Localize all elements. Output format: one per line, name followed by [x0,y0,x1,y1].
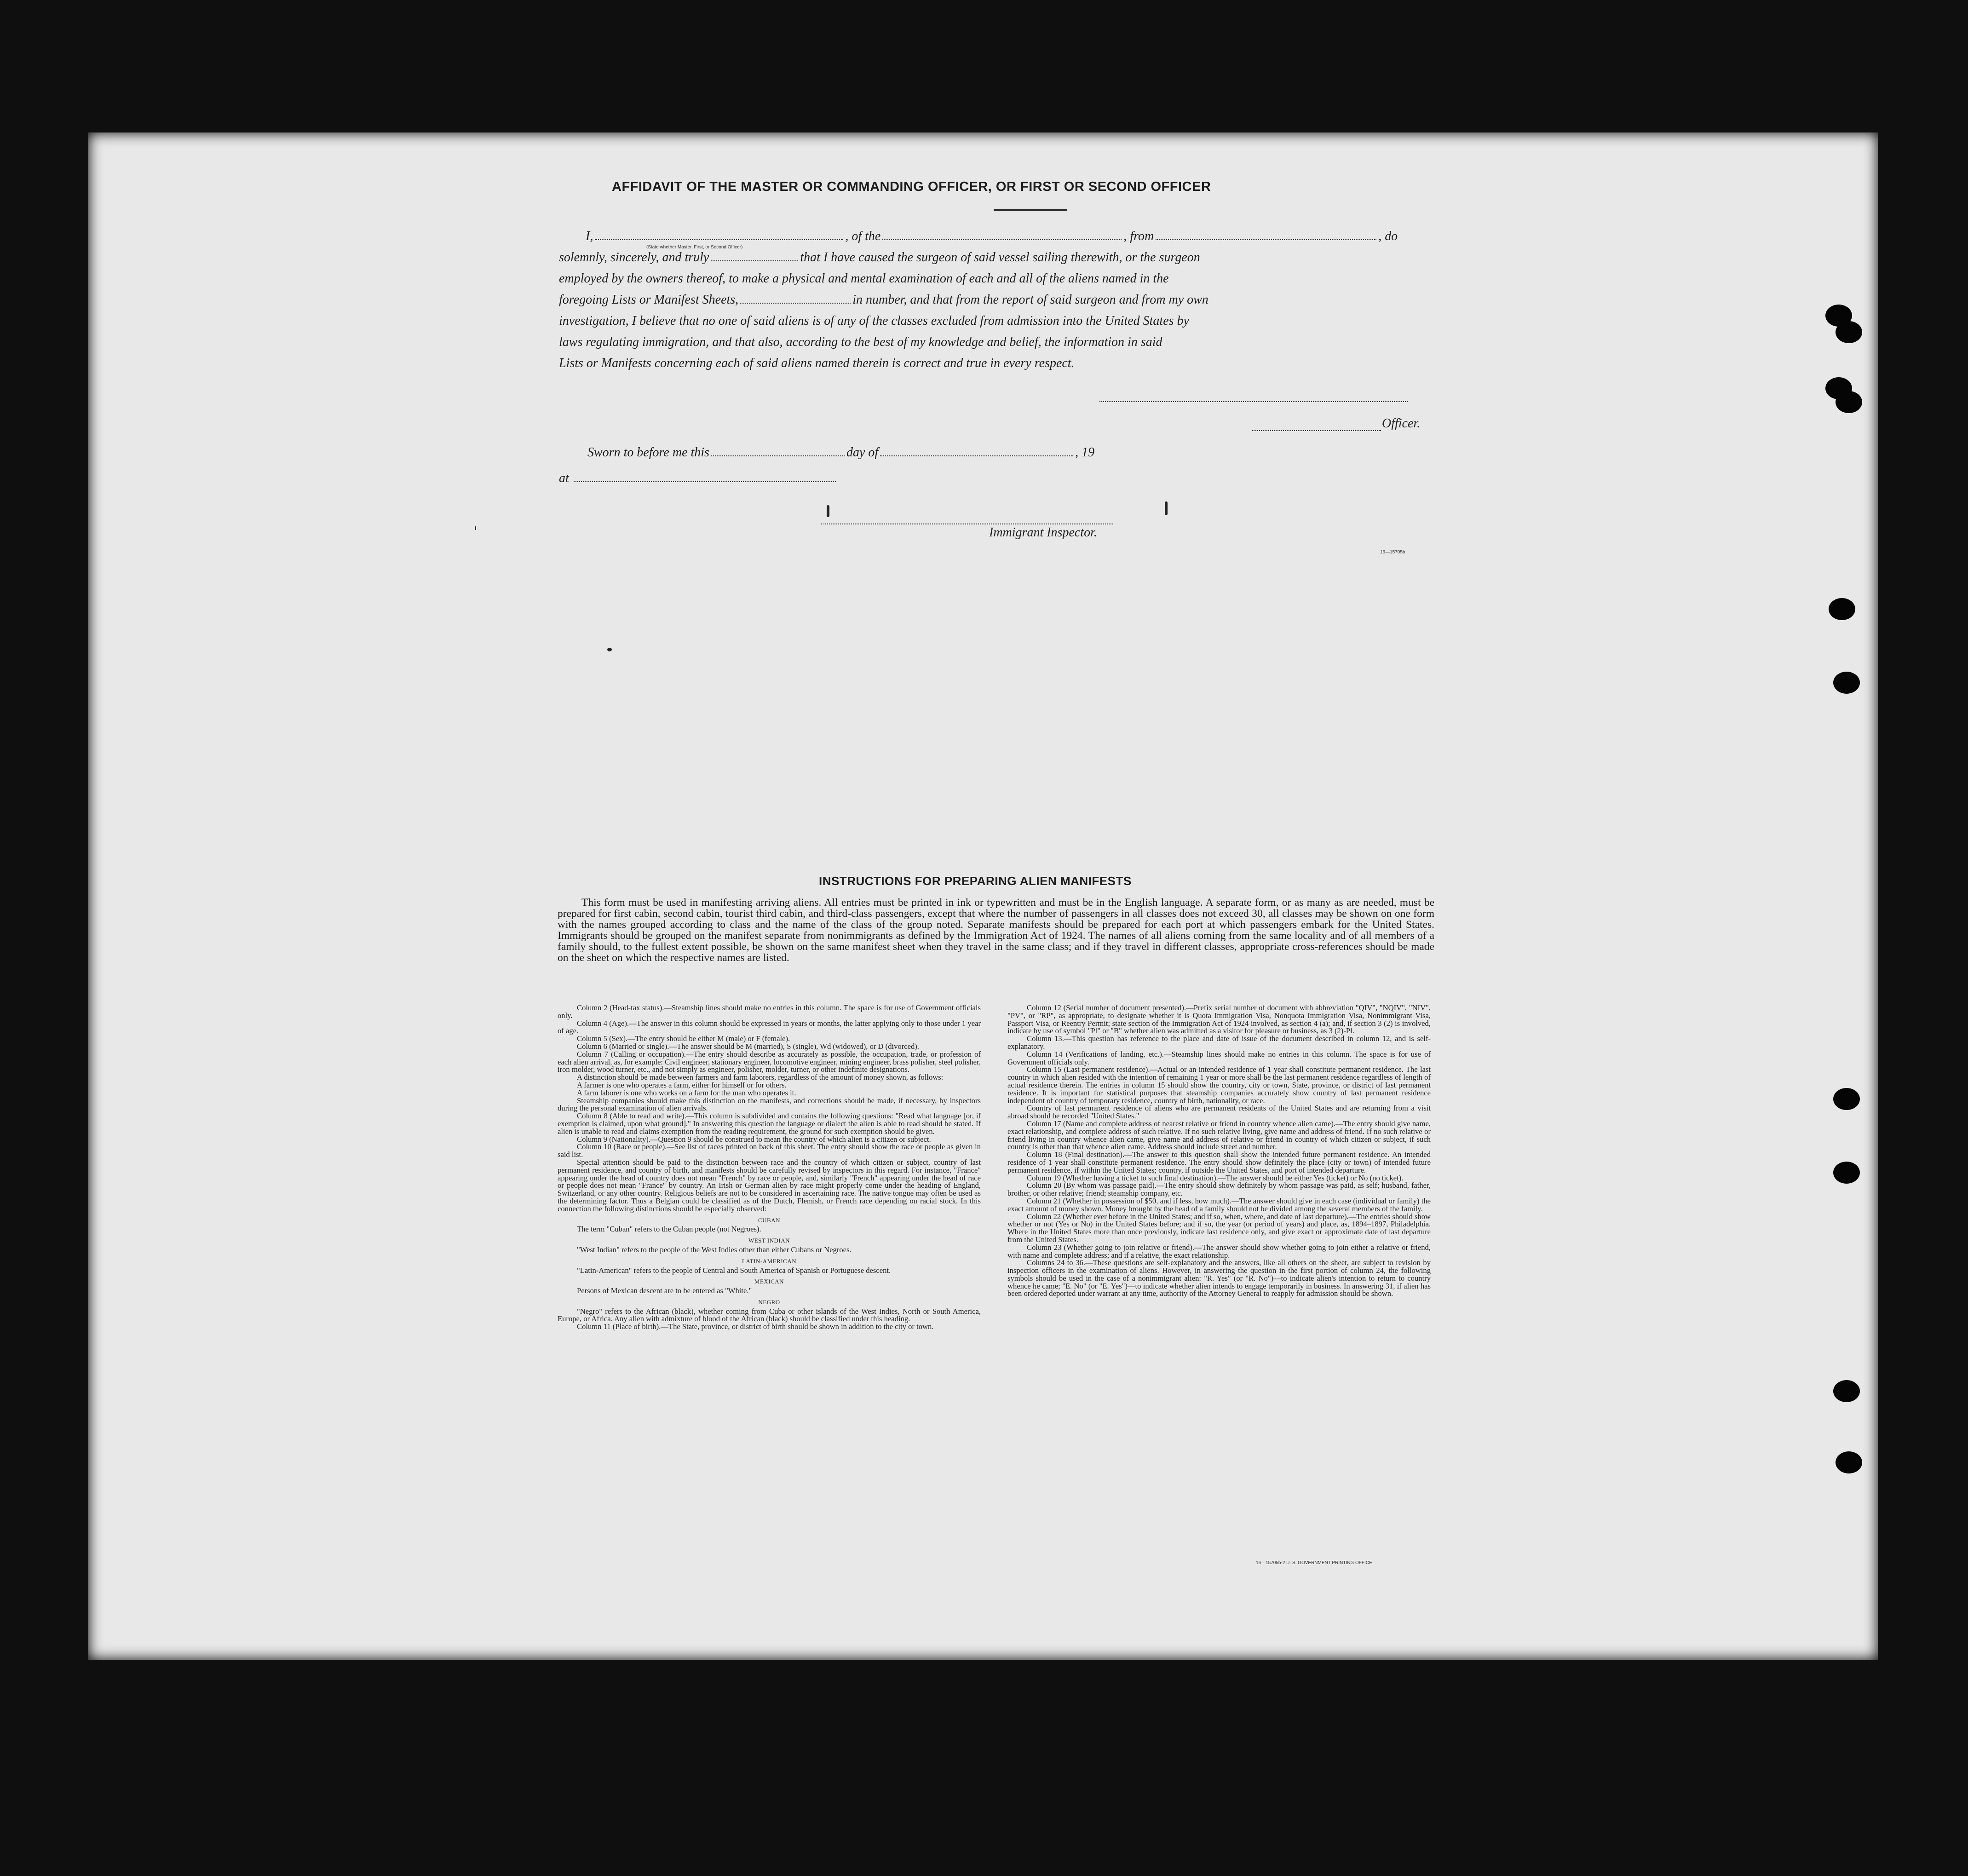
officer-rank-note: (State whether Master, First, or Second Officer) [646,245,743,250]
inspector-label: Immigrant Inspector. [989,525,1097,540]
punch-hole [1836,1451,1862,1473]
heading-cuban: CUBAN [758,1216,780,1224]
punch-hole [1833,1088,1860,1110]
speck [1165,501,1168,515]
affidavit-line-5: investigation, I believe that no one of said aliens is of any of the classes excluded from admission into the United States by [559,314,1189,328]
sworn-day-field[interactable] [711,446,845,456]
title-underline [994,209,1067,211]
alien-count-field[interactable] [740,293,851,304]
instructions-left-column: Column 2 (Head-tax status).—Steamship lines should make no entries in this column. The space is for use of Government officials only. Column 4 (Age).—The answer in this column should be expressed in years or months, the latter applying only to those under 1 year of age. Column 5 (Sex).—The entry should be either M (male) or F (female). Column 6 (Married or single).—The answer should be M (married), S (single), Wd (widowed), or D (divorced). Column 7 (Calling or occupation).—The entry should describe as accurately as possible, the occupation, trade, or profession of each alien arrival, as, for example: Civil engineer, stationary engineer, locomotive engineer, mining engineer, brass polisher, steel polisher, iron molder, wood turner, etc., and not simply as engineer, polisher, molder, turner, or other indefinite designations. A distinction should be made between farmers and farm laborers, regardless of the amount of money shown, as follows: A farmer is one who operates a farm, either for himself or for others. A farm laborer is one who works on a farm for the man who operates it. Steamship companies should make this distinction on the manifests, and corrections should be made, if necessary, by inspectors during the personal examination of alien arrivals. Column 8 (Able to read and write).—This column is subdivided and contains the following questions: "Read what language [or, if exemption is claimed, upon what ground]." In answering this question the language or dialect the alien is able to read should be stated. If alien is unable to read and claims exemption from the reading requirement, the ground for such exemption should be given. Column 9 (Nationality).—Question 9 should be construed to mean the country of which alien is a citizen or subject. Column 10 (Race or people).—See list of races printed on back of this sheet. The entry should show the race or people as given in said list. Special attention should be paid to the distinction between race and the country of which citizen or subject, country of last permanent residence, and country of birth, and manifests should be carefully revised by inspectors in this regard. For instance, "France" appearing under the head of country does not mean "French" by race or people, and, similarly "French" appearing under the head of race or people does not mean "France" by country. An Irish or German alien by race might properly come under the heading of England, Switzerland, or any other country. Religious beliefs are not to be considered in ascertaining race. The native tongue may often be used as the determining factor. Thus a Belgian could be classified as of the Dutch, Flemish, or French race depending on racial stock. In this connection the following distinctions should be especially observed: CUBAN The term "Cuban" refers to the Cuban people (not Negroes). WEST INDIAN "West Indian" refers to the people of the West Indies other than either Cubans or Negroes. LATIN-AMERICAN "Latin-American" refers to the people of Central and South America of Spanish or Portuguese descent. MEXICAN Persons of Mexican descent are to be entered as "White." NEGRO "Negro" refers to the African (black), whether coming from Cuba or other islands of the West Indies, North or South America, Europe, or Africa. Any alien with admixture of blood of the African (black) should be classified under this heading. Column 11 (Place of birth).—The State, province, or district of birth should be shown in addition to the city or town. [558,1004,981,1331]
sworn-place-field[interactable] [574,472,836,482]
instructions-right-column: Column 12 (Serial number of document presented).—Prefix serial number of document with abbreviation "QIV", "NQIV", "NIV", "PV", or "RP", as appropriate, to designate whether it is Quota Immigration Visa, Nonquota Immigration Visa, Nonimmigrant Visa, Passport Visa, or Reentry Permit; state section of the Immigration Act of 1924 involved, as section 4 (a); and, if section 3 (2) is involved, indicate by use of symbol "Pl" or "B" whether alien was admitted as a visitor for pleasure or business, as 3 (2)-Pl. Column 13.—This question has reference to the place and date of issue of the document described in column 12, and is self-explanatory. Column 14 (Verifications of landing, etc.).—Steamship lines should make no entries in this column. The space is for use of Government officials only. Column 15 (Last permanent residence).—Actual or an intended residence of 1 year shall constitute permanent residence. The last country in which alien resided with the intention of remaining 1 year or more shall be the last permanent residence regardless of length of actual residence therein. The entries in column 15 should show the country, city or town, State, province, or district of last permanent residence. It is important for statistical purposes that steamship companies accurately show country of last permanent residence independent of country of temporary residence, country of birth, nationality, or race. Country of last permanent residence of aliens who are permanent residents of the United States and are returning from a visit abroad should be recorded "United States." Column 17 (Name and complete address of nearest relative or friend in country whence alien came).—The entry should give name, exact relationship, and complete address of such relative. If no such relative living, give name and address of friend. If no such relative or friend living in country whence alien came, give name and address of relative or friend in country of which citizen or subject, if such country is other than that whence alien came. Address should include street and number. Column 18 (Final destination).—The answer to this question shall show the intended future permanent residence. An intended residence of 1 year shall constitute permanent residence. The entry should show definitely the place (city or town) of intended future permanent residence, if within the United States; country, if outside the United States, and port of intended departure. Column 19 (Whether having a ticket to such final destination).—The answer should be either Yes (ticket) or No (no ticket). Column 20 (By whom was passage paid).—The entry should show definitely by whom passage was paid, as self; husband, father, brother, or other relative; friend; steamship company, etc. Column 21 (Whether in possession of $50, and if less, how much).—The answer should give in each case (individual or family) the exact amount of money shown. Money brought by the head of a family should not be divided among the several members of the family. Column 22 (Whether ever before in the United States; and if so, when, where, and date of last departure).—The entries should show whether or not (Yes or No) in the United States before; and if so, the year (or period of years) and place, as, 1894–1897, Philadelphia. Where in the United States more than once previously, indicate last residence only, and give exact or approximate date of last departure from the United States. Column 23 (Whether going to join relative or friend).—The answer should show whether going to join either a relative or friend, with name and complete address; and if a relative, the exact relationship. Columns 24 to 36.—These questions are self-explanatory and the answers, like all others on the sheet, are subject to revision by inspection officers in the examination of aliens. However, in answering the question in the first portion of column 24, the following symbols should be used in the case of a nonimmigrant alien: "R. Yes" (or "R. No")—to indicate alien's intention to return to country whence he came; "E. No" (or "E. Yes")—to indicate whether alien intends to engage temporarily in business. In answering 31, if alien has been ordered deported under warrant at any time, authority of the Attorney General to reapply for admission should be shown. [1007,1004,1431,1298]
punch-hole [1829,598,1855,620]
punch-hole [1836,391,1862,413]
sworn-month-field[interactable] [880,446,1073,456]
punch-hole [1833,672,1860,694]
heading-latin-american: LATIN-AMERICAN [742,1257,797,1265]
affidavit-line-2: solemnly, sincerely, and truly that I have caused the surgeon of said vessel sailing therewith, or the surgeon [559,250,1200,265]
vessel-name-field[interactable] [882,230,1122,240]
punch-hole [1833,1162,1860,1184]
speck [607,648,612,651]
affidavit-line-4: foregoing Lists or Manifest Sheets, in number, and that from the report of said surgeon and from my own [559,293,1208,307]
departure-port-field[interactable] [1156,230,1376,240]
printing-office-footer: 16—15705b-2 U. S. GOVERNMENT PRINTING OFFICE [1256,1560,1372,1565]
affidavit-line-7: Lists or Manifests concerning each of said aliens named therein is correct and true in every respect. [559,356,1075,370]
affidavit-line-6: laws regulating immigration, and that also, according to the best of my knowledge and belief, the information in said [559,335,1162,349]
punch-hole [1836,321,1862,343]
heading-west-indian: WEST INDIAN [748,1237,790,1244]
officer-rank-field[interactable] [595,230,843,240]
surgeon-field[interactable] [711,251,798,261]
officer-name-line[interactable] [1252,430,1381,431]
affidavit-title: AFFIDAVIT OF THE MASTER OR COMMANDING OFFICER, OR FIRST OR SECOND OFFICER [612,179,1211,194]
heading-negro: NEGRO [758,1298,780,1306]
officer-signature-line[interactable] [1099,401,1408,402]
instructions-intro: This form must be used in manifesting arriving aliens. All entries must be printed in ink or typewritten and must be in the English language. A separate form, or as many as are needed, must be prepared for first cabin, second cabin, tourist third cabin, and third-class passengers, except that where the number of passengers in all classes does not exceed 30, all classes may be shown on one form with the names grouped according to class and the name of the class of the group noted. Separate manifests should be prepared for each port at which passengers embark for the United States. Immigrants should be grouped on the manifest separate from nonimmigrants as defined by the Immigration Act of 1924. The names of all aliens coming from the same locality and of all members of a family should, to the fullest extent possible, be shown on the same manifest sheet when they travel in the same class; and if they travel in different classes, appropriate cross-references should be made on the sheet on which the respective names are listed. [558,897,1434,964]
affidavit-line-3: employed by the owners thereof, to make a physical and mental examination of each and all of the aliens named in the [559,271,1169,286]
punch-hole [1833,1380,1860,1402]
heading-mexican: MEXICAN [754,1278,784,1285]
affidavit-line-1: I, , of the , from , do [586,229,1398,243]
officer-label: Officer. [1382,416,1421,431]
form-number: 16—15705b [1380,550,1405,555]
speck [475,526,476,530]
speck [827,505,829,517]
sworn-place-line: at [559,472,1433,485]
instructions-title: INSTRUCTIONS FOR PREPARING ALIEN MANIFESTS [819,874,1132,888]
sworn-line: Sworn to before me this day of , 19 [587,445,1095,460]
